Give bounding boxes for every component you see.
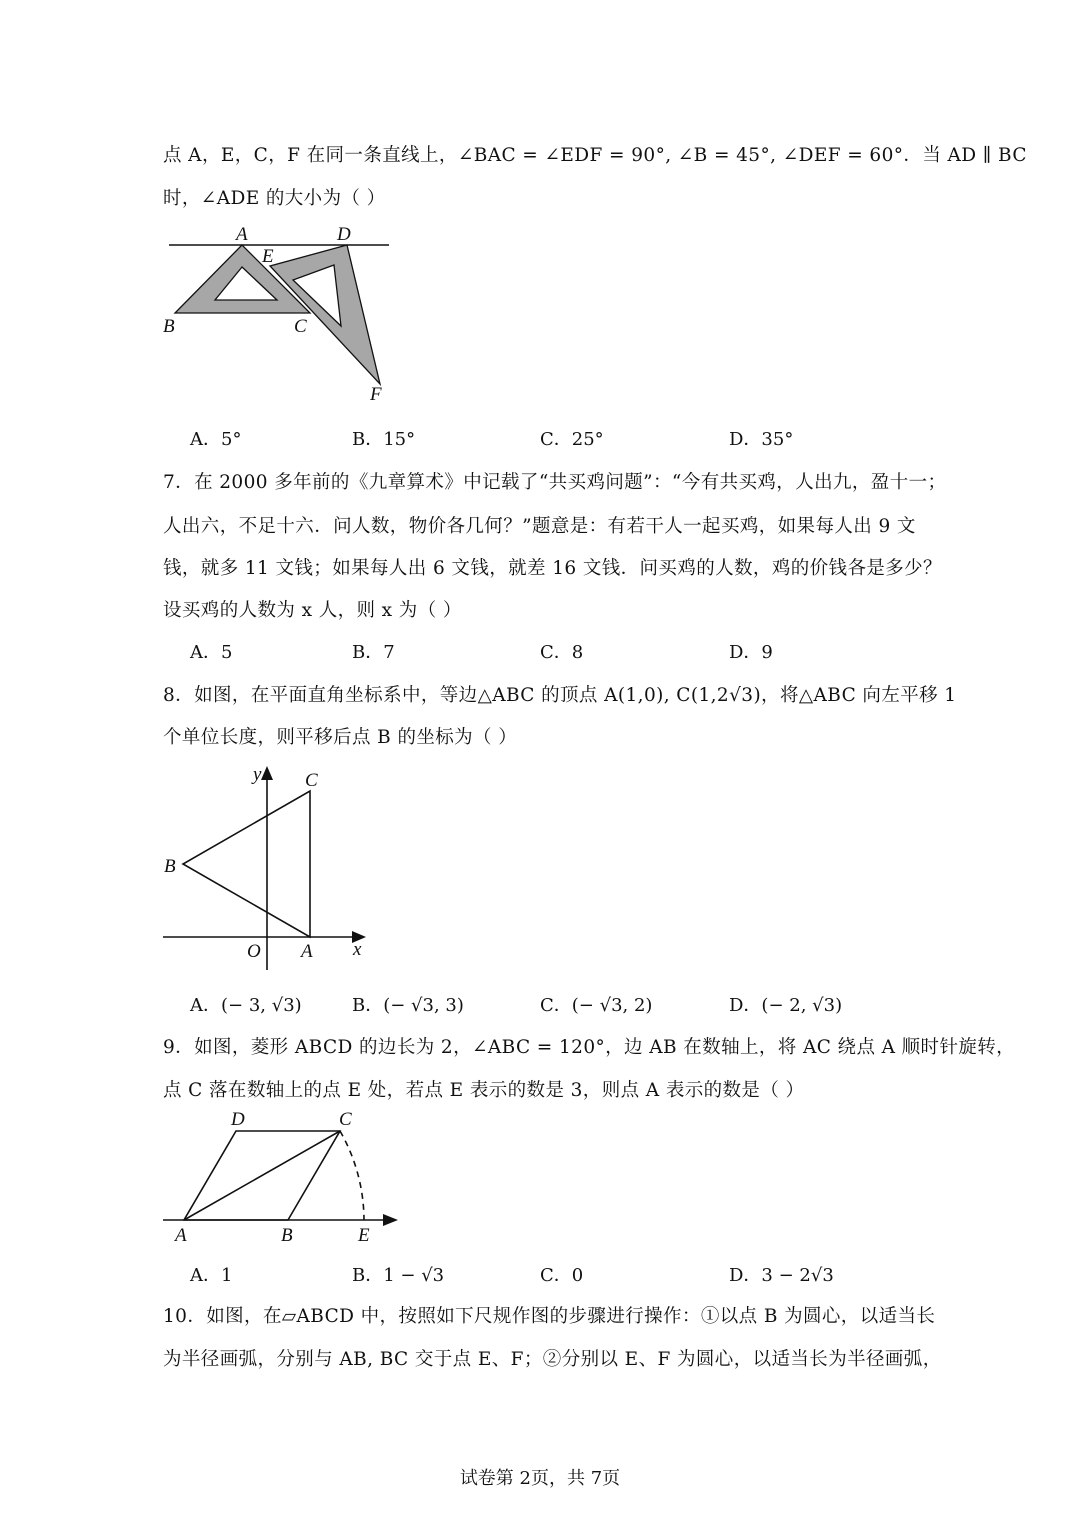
- q9-option-d: D．3 − 2√3: [729, 1265, 834, 1286]
- q8-label-b: B: [164, 856, 176, 877]
- q10-text-line-2: 为半径画弧，分别与 AB, BC 交于点 E、F；②分别以 E、F 为圆心，以适当长为半径画弧，: [163, 1349, 942, 1370]
- q7-text-line-3: 钱，就多 11 文钱；如果每人出 6 文钱，就差 16 文钱．问买鸡的人数，鸡的价钱各是多少？: [163, 558, 942, 579]
- q7-text-line-4: 设买鸡的人数为 x 人，则 x 为（ ）: [163, 600, 462, 621]
- q6-option-d: D．35°: [729, 429, 794, 450]
- q6-option-a: A．5°: [190, 429, 242, 450]
- page-footer: 试卷第 2页，共 7页: [459, 1468, 621, 1489]
- q9-label-d: D: [231, 1109, 245, 1130]
- q7-text-line-1: 7．在 2000 多年前的《九章算术》中记载了“共买鸡问题”：“今有共买鸡，人出九，盈十一；: [163, 472, 947, 493]
- q7-option-c: C．8: [540, 642, 584, 663]
- q9-option-a: A．1: [190, 1265, 233, 1286]
- q8-option-c: C．(− √3, 2): [540, 995, 653, 1016]
- q6-label-b: B: [163, 316, 175, 337]
- q6-label-f: F: [370, 384, 382, 405]
- q8-label-c: C: [305, 770, 318, 791]
- q8-option-b: B．(− √3, 3): [352, 995, 464, 1016]
- q8-y-axis-arrow: [261, 766, 273, 780]
- q8-label-a: A: [301, 941, 313, 962]
- q8-label-y: y: [253, 764, 262, 785]
- q9-option-c: C．0: [540, 1265, 584, 1286]
- q9-label-a: A: [175, 1225, 187, 1246]
- q8-text-line-2: 个单位长度，则平移后点 B 的坐标为（ ）: [163, 727, 518, 748]
- q6-option-b: B．15°: [352, 429, 416, 450]
- q6-figure-set-squares: [160, 222, 400, 407]
- q9-number-line-arrow: [383, 1214, 398, 1226]
- q8-option-a: A．(− 3, √3): [190, 995, 302, 1016]
- q9-figure-rhombus: [160, 1102, 405, 1247]
- q10-text-line-1: 10．如图，在▱ABCD 中，按照如下尺规作图的步骤进行操作：①以点 B 为圆心，以适当长: [163, 1306, 936, 1327]
- q6-triangle-def: [270, 245, 380, 384]
- q6-label-d: D: [337, 224, 351, 245]
- q9-label-c: C: [339, 1109, 352, 1130]
- q8-label-o: O: [247, 941, 261, 962]
- q7-text-line-2: 人出六，不足十六．问人数，物价各几何？”题意是：有若干人一起买鸡，如果每人出 9 文: [163, 516, 916, 537]
- q7-option-d: D．9: [729, 642, 773, 663]
- q9-text-line-2: 点 C 落在数轴上的点 E 处，若点 E 表示的数是 3，则点 A 表示的数是（ ）: [163, 1080, 805, 1101]
- q6-text-line-2: 时，∠ADE 的大小为（ ）: [163, 188, 386, 209]
- q6-text-line-1: 点 A，E，C，F 在同一条直线上，∠BAC = ∠EDF = 90°, ∠B = 45°, ∠DEF = 60°．当 AD ∥ BC: [163, 145, 1027, 166]
- q9-diagonal-ac: [184, 1131, 340, 1220]
- q8-label-x: x: [353, 939, 362, 960]
- q6-label-c: C: [294, 316, 307, 337]
- q7-option-a: A．5: [190, 642, 233, 663]
- q8-text-line-1: 8．如图，在平面直角坐标系中，等边△ABC 的顶点 A(1,0), C(1,2√3)，将△ABC 向左平移 1: [163, 685, 957, 706]
- q9-rotation-arc: [340, 1131, 364, 1220]
- q6-label-e: E: [262, 246, 274, 267]
- q8-option-d: D．(− 2, √3): [729, 995, 843, 1016]
- q9-label-b: B: [281, 1225, 293, 1246]
- q8-figure-coordinate-plane: [160, 760, 380, 975]
- q7-option-b: B．7: [352, 642, 395, 663]
- q6-option-c: C．25°: [540, 429, 604, 450]
- q9-option-b: B．1 − √3: [352, 1265, 445, 1286]
- q9-label-e: E: [358, 1225, 370, 1246]
- q6-label-a: A: [236, 224, 248, 245]
- q9-text-line-1: 9．如图，菱形 ABCD 的边长为 2，∠ABC = 120°，边 AB 在数轴上，将 AC 绕点 A 顺时针旋转，: [163, 1037, 1016, 1058]
- q8-triangle-abc: [183, 791, 310, 937]
